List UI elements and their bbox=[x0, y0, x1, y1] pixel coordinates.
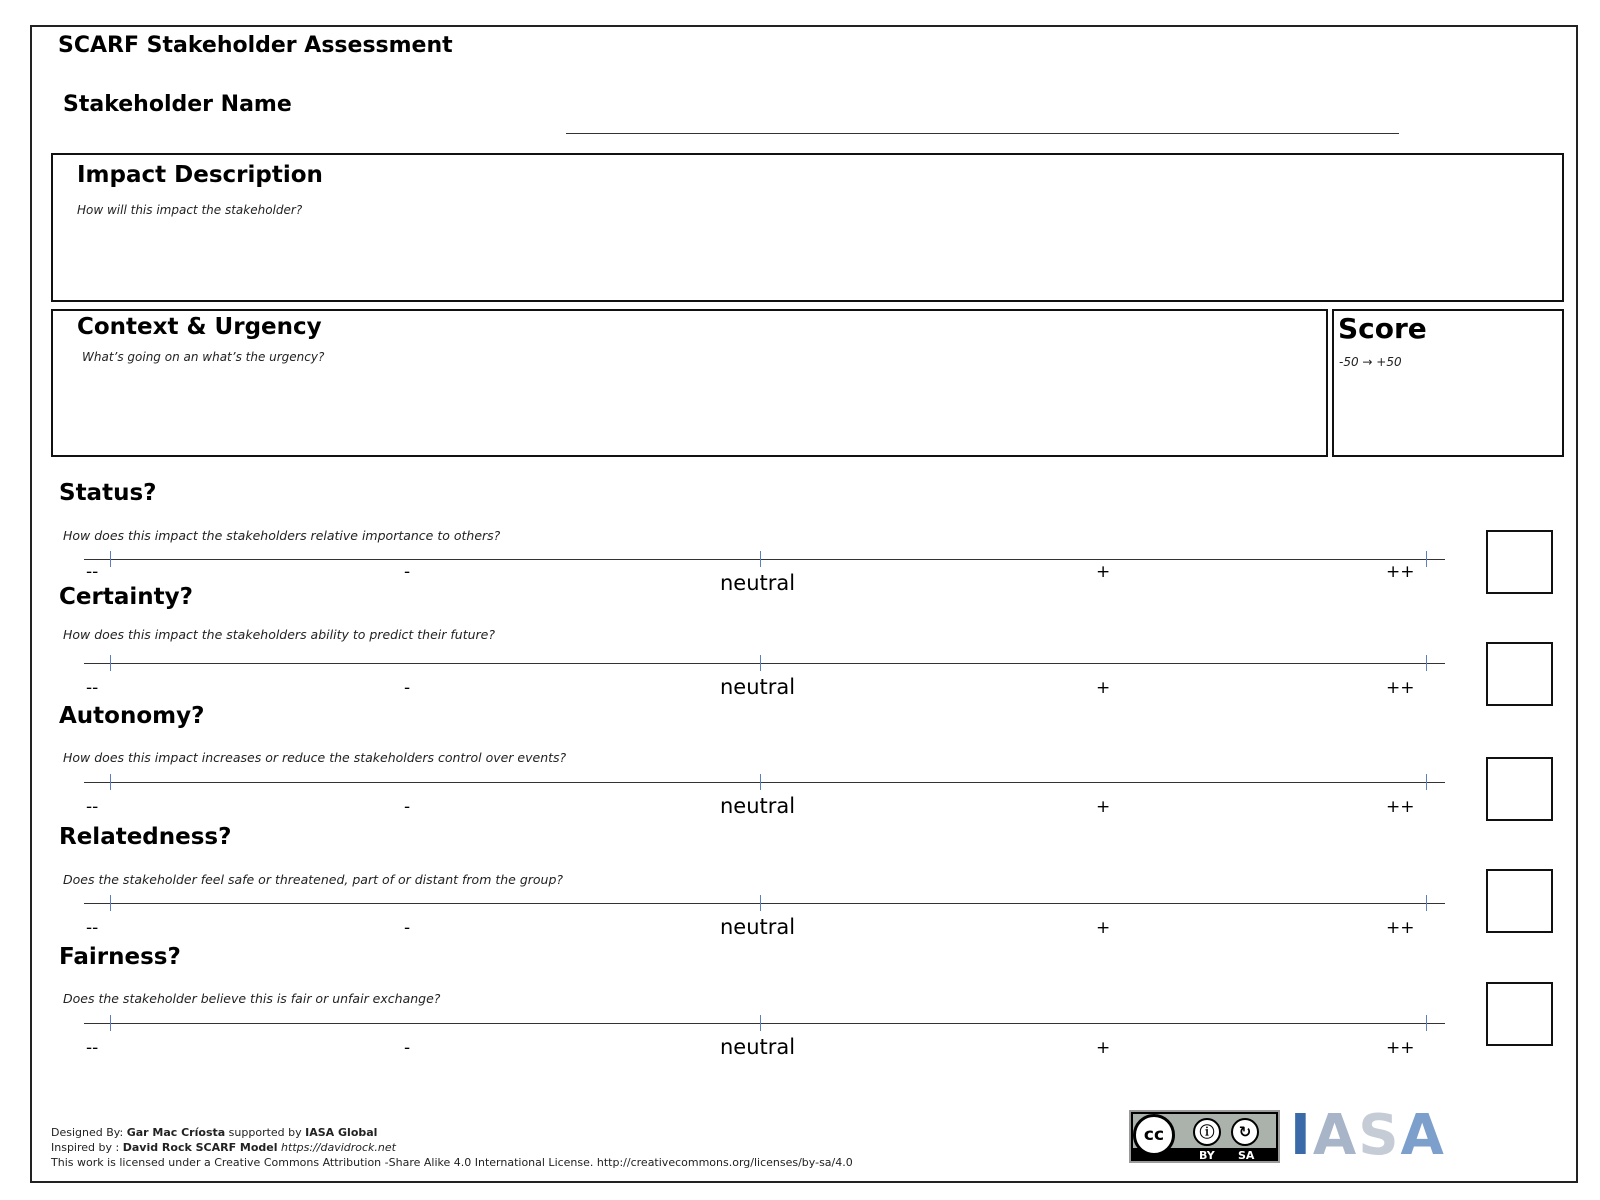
logo-letter: A bbox=[1400, 1103, 1444, 1168]
scale-tick bbox=[1426, 895, 1427, 911]
supported-by-label: supported by bbox=[228, 1126, 302, 1139]
logo-letter: S bbox=[1358, 1103, 1399, 1168]
inspiration-name: David Rock SCARF Model bbox=[122, 1141, 278, 1154]
scale-label: neutral bbox=[720, 1035, 796, 1059]
license-text-2: -Share Alike 4.0 International License. http://creativecommons.org/licenses/by-sa/4.0 bbox=[384, 1156, 853, 1169]
scale-label: + bbox=[1096, 918, 1111, 938]
scale-tick bbox=[760, 774, 761, 790]
scale-label: -- bbox=[86, 678, 99, 698]
scale-tick bbox=[760, 1015, 761, 1031]
section-title: Status? bbox=[59, 480, 157, 506]
inspired-by-label: Inspired by : bbox=[51, 1141, 120, 1154]
scale-label: neutral bbox=[720, 675, 796, 699]
scale-tick bbox=[760, 655, 761, 671]
scarf-section-autonomy bbox=[0, 703, 1600, 823]
scale-label: + bbox=[1096, 1038, 1111, 1058]
inspiration-link[interactable]: https://davidrock.net bbox=[281, 1141, 396, 1154]
impact-description-heading: Impact Description bbox=[77, 162, 323, 188]
scale-tick bbox=[1426, 774, 1427, 790]
context-urgency-box[interactable] bbox=[51, 309, 1328, 457]
section-title: Relatedness? bbox=[59, 824, 232, 850]
scale-tick bbox=[110, 1015, 111, 1031]
scale-label: ++ bbox=[1386, 1038, 1415, 1058]
scale-label: + bbox=[1096, 678, 1111, 698]
scale-label: - bbox=[404, 1038, 411, 1058]
scale-tick bbox=[110, 895, 111, 911]
license-line bbox=[51, 1155, 853, 1170]
logo-letter: A bbox=[1312, 1103, 1357, 1168]
designed-by-line bbox=[51, 1125, 853, 1140]
iasa-logo bbox=[1290, 1103, 1444, 1168]
impact-description-hint: How will this impact the stakeholder? bbox=[77, 203, 303, 217]
supporter-name: IASA Global bbox=[305, 1126, 378, 1139]
scale-label: ++ bbox=[1386, 678, 1415, 698]
scale-label: neutral bbox=[720, 571, 796, 595]
rating-scale-line[interactable] bbox=[84, 663, 1445, 664]
scale-label: ++ bbox=[1386, 562, 1415, 582]
scale-label: - bbox=[404, 678, 411, 698]
section-hint: Does the stakeholder feel safe or threatened, part of or distant from the group? bbox=[63, 872, 564, 887]
designed-by-label: Designed By: bbox=[51, 1126, 124, 1139]
scale-label: -- bbox=[86, 918, 99, 938]
section-title: Fairness? bbox=[59, 944, 181, 970]
scale-label: ++ bbox=[1386, 797, 1415, 817]
cc-icon: cc bbox=[1133, 1114, 1175, 1156]
footer-credits bbox=[51, 1125, 853, 1170]
rating-scale-line[interactable] bbox=[84, 1023, 1445, 1024]
scarf-section-relatedness bbox=[0, 824, 1600, 944]
license-text: This work is licensed under a Creative Commons Attribution bbox=[51, 1156, 382, 1169]
section-score-box[interactable] bbox=[1486, 642, 1553, 706]
score-box[interactable] bbox=[1332, 309, 1564, 457]
share-alike-icon: ↻ bbox=[1231, 1118, 1259, 1146]
scale-tick bbox=[1426, 655, 1427, 671]
scale-label: neutral bbox=[720, 915, 796, 939]
scarf-section-status bbox=[0, 480, 1600, 600]
scarf-section-certainty bbox=[0, 584, 1600, 704]
attribution-icon: ⓘ bbox=[1193, 1118, 1221, 1146]
scale-tick bbox=[1426, 1015, 1427, 1031]
scale-label: - bbox=[404, 918, 411, 938]
context-urgency-heading: Context & Urgency bbox=[77, 314, 322, 340]
scale-label: - bbox=[404, 797, 411, 817]
scale-label: neutral bbox=[720, 794, 796, 818]
scale-label: + bbox=[1096, 797, 1111, 817]
section-hint: How does this impact increases or reduce the stakeholders control over events? bbox=[63, 750, 567, 765]
scale-tick bbox=[110, 655, 111, 671]
section-score-box[interactable] bbox=[1486, 869, 1553, 933]
score-heading: Score bbox=[1338, 312, 1427, 345]
scale-tick bbox=[760, 551, 761, 567]
stakeholder-name-label: Stakeholder Name bbox=[63, 92, 292, 117]
cc-sa-label: SA bbox=[1238, 1149, 1255, 1162]
designer-name: Gar Mac Críosta bbox=[126, 1126, 226, 1139]
scale-label: -- bbox=[86, 797, 99, 817]
scale-label: -- bbox=[86, 1038, 99, 1058]
rating-scale-line[interactable] bbox=[84, 782, 1445, 783]
logo-letter: I bbox=[1290, 1103, 1311, 1168]
section-score-box[interactable] bbox=[1486, 982, 1553, 1046]
creative-commons-badge bbox=[1129, 1110, 1280, 1163]
scale-tick bbox=[760, 895, 761, 911]
score-range: -50 → +50 bbox=[1339, 355, 1402, 369]
cc-by-label: BY bbox=[1199, 1149, 1215, 1162]
section-score-box[interactable] bbox=[1486, 757, 1553, 821]
scarf-section-fairness bbox=[0, 944, 1600, 1064]
rating-scale-line[interactable] bbox=[84, 903, 1445, 904]
impact-description-box[interactable] bbox=[51, 153, 1564, 302]
context-urgency-hint: What’s going on an what’s the urgency? bbox=[82, 350, 325, 364]
inspired-by-line bbox=[51, 1140, 853, 1155]
section-title: Certainty? bbox=[59, 584, 193, 610]
scale-label: + bbox=[1096, 562, 1111, 582]
scale-tick bbox=[110, 774, 111, 790]
scale-label: -- bbox=[86, 562, 99, 582]
section-hint: How does this impact the stakeholders ability to predict their future? bbox=[63, 627, 495, 642]
section-title: Autonomy? bbox=[59, 703, 205, 729]
scale-label: - bbox=[404, 562, 411, 582]
scale-tick bbox=[1426, 551, 1427, 567]
section-hint: How does this impact the stakeholders relative importance to others? bbox=[63, 528, 501, 543]
scale-tick bbox=[110, 551, 111, 567]
section-hint: Does the stakeholder believe this is fair or unfair exchange? bbox=[63, 991, 441, 1006]
stakeholder-name-field[interactable] bbox=[566, 133, 1399, 134]
scale-label: ++ bbox=[1386, 918, 1415, 938]
page-title: SCARF Stakeholder Assessment bbox=[58, 33, 453, 58]
rating-scale-line[interactable] bbox=[84, 559, 1445, 560]
